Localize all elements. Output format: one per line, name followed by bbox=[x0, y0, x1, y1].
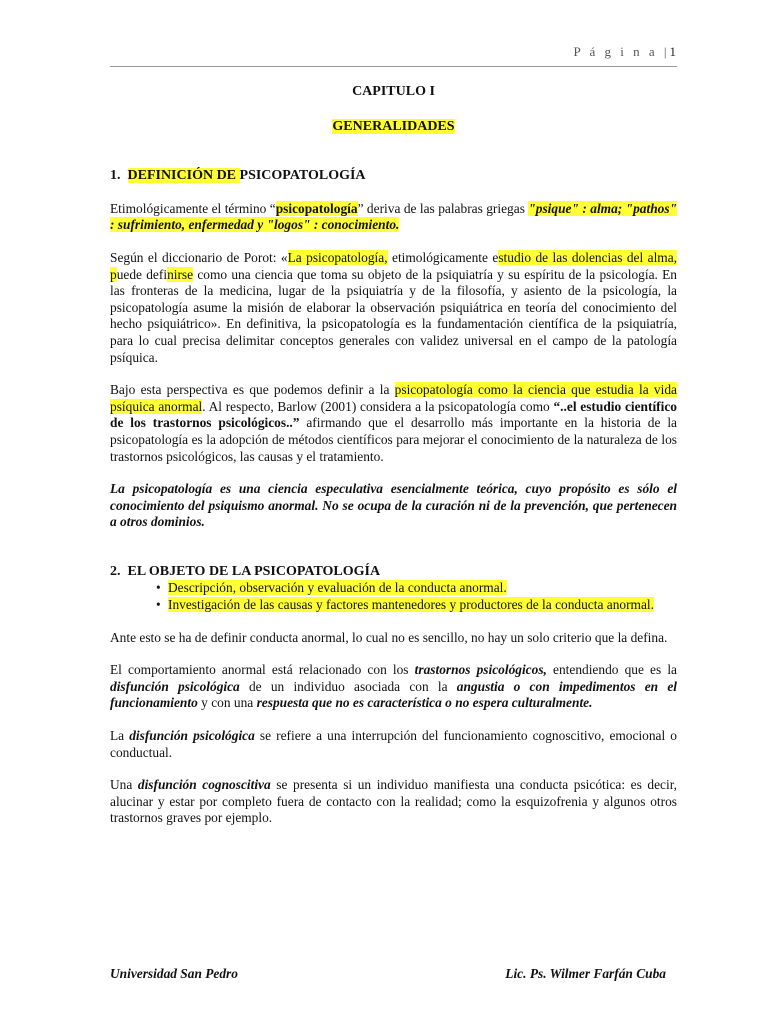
quote-barlow: “..el estudio científico de los trastornos psicológicos..” bbox=[110, 398, 677, 431]
text-run: se presenta si un individuo manifiesta una conducta psicótica: es decir, alucinar y estar por completo fuera de contacto con la realidad; como la esquizofrenia y algunos otros trastornos graves por ejemplo. bbox=[110, 777, 677, 826]
text-run: La bbox=[110, 728, 130, 744]
section-title-text: GENERALIDADES bbox=[332, 118, 455, 134]
text-run: Según el diccionario de Porot: « bbox=[110, 249, 288, 265]
document-body bbox=[110, 84, 677, 827]
objeto-list bbox=[110, 580, 677, 613]
heading-number: 1. bbox=[110, 168, 121, 184]
paragraph-etimologia bbox=[110, 201, 677, 234]
heading-objeto bbox=[110, 564, 677, 581]
paragraph-porot bbox=[110, 250, 677, 366]
emphasis-run: disfunción cognoscitiva bbox=[137, 777, 271, 793]
page-separator: | bbox=[663, 44, 670, 59]
emphasis-run: respuesta que no es característica o no espera culturalmente. bbox=[256, 695, 593, 711]
text-run: entendiendo que es la bbox=[546, 662, 677, 678]
paragraph-conclusion: La psicopatología es una ciencia especulativa esencialmente teórica, cuyo propósito es sólo el conocimiento del psiquismo anormal. No se ocupa de la curación ni de la prevención, que pertenecen a otros dominios. bbox=[110, 481, 677, 530]
text-run: y con una bbox=[197, 695, 257, 711]
list-item-text: Investigación de las causas y factores mantenedores y productores de la conducta anormal. bbox=[168, 597, 654, 613]
list-item bbox=[156, 580, 677, 597]
text-run: . Al respecto, Barlow (2001) considera a la psicopatología como bbox=[202, 398, 554, 414]
text-run: uede defi bbox=[116, 266, 168, 282]
term-psicopatologia: psicopatología bbox=[275, 200, 358, 216]
section-title bbox=[110, 119, 677, 136]
footer-university: Universidad San Pedro bbox=[110, 966, 238, 981]
page-header bbox=[573, 44, 676, 60]
text-run: se refiere a una interrupción del funcionamiento cognoscitivo, emocional o conductual. bbox=[110, 728, 677, 760]
text-run: Bajo esta perspectiva es que podemos definir a la bbox=[110, 382, 395, 398]
highlight-run: nirse bbox=[167, 266, 194, 282]
emphasis-run: trastornos psicológicos, bbox=[414, 662, 547, 678]
heading-number: 2. bbox=[110, 563, 121, 579]
highlight-run: studio de las dolencias del alma, p bbox=[110, 249, 677, 282]
header-rule bbox=[110, 66, 677, 67]
paragraph-comportamiento bbox=[110, 662, 677, 712]
paragraph-disfuncion-cognoscitiva bbox=[110, 777, 677, 827]
text-run: Etimológicamente el término “ bbox=[110, 200, 276, 216]
paragraph-disfuncion-psicologica bbox=[110, 728, 677, 761]
page-footer bbox=[110, 966, 666, 982]
emphasis-run: angustia o con impedimentos en el funcionamiento bbox=[110, 678, 677, 711]
emphasis-run: disfunción psicológica bbox=[129, 728, 255, 744]
heading-highlight: DEFINICIÓN DE bbox=[127, 168, 240, 184]
text-run: afirmando que el desarrollo más importante en la historia de la psicopatología es la adopción de métodos científicos para mejorar el conocimiento de la naturaleza de los trastornos psicológicos, las causas y el tratamiento. bbox=[110, 415, 677, 464]
text-run: como una ciencia que toma su objeto de la psiquiatría y su espíritu de la psicología. En las fronteras de la medicina, lugar de la psiquiatría y de la filosofía, y asiento de la psicología, la psicopatología asume la misión de elaborar la observación psiquiátrica en teoría del conocimiento del hecho psiquiátrico». En definitiva, la psicopatología es la fundamentación científica de la psiquiatría, para lo cual precisa delimitar conceptos generales con validez universal en el campo de la patología psíquica. bbox=[110, 266, 677, 365]
heading-definicion bbox=[110, 168, 677, 185]
term-psique: "psique" : bbox=[528, 200, 591, 216]
paragraph-perspectiva bbox=[110, 382, 677, 465]
highlight-run: psicopatología como la ciencia que estudia la vida psíquica anormal bbox=[110, 382, 677, 414]
emphasis-run: disfunción psicológica bbox=[110, 678, 240, 694]
text-run: de un individuo asociada con la bbox=[239, 678, 457, 694]
heading-text: EL OBJETO DE LA PSICOPATOLOGÍA bbox=[127, 563, 381, 579]
page-label: P á g i n a bbox=[573, 44, 658, 59]
paragraph-conducta-anormal: Ante esto se ha de definir conducta anormal, lo cual no es sencillo, no hay un solo criterio que la defina. bbox=[110, 629, 668, 645]
term-pathos-logos: alma; "pathos" : sufrimiento, enfermedad y "logos" : conocimiento. bbox=[110, 200, 677, 233]
text-run: etimológicamente e bbox=[387, 249, 499, 265]
footer-author: Lic. Ps. Wilmer Farfán Cuba bbox=[505, 966, 666, 981]
list-item bbox=[156, 597, 677, 614]
text-run: El comportamiento anormal está relacionado con los bbox=[110, 662, 415, 678]
highlight-run: La psicopatología, bbox=[287, 249, 388, 265]
page-number: 1 bbox=[669, 44, 676, 59]
text-run: Una bbox=[110, 777, 138, 793]
list-item-text: Descripción, observación y evaluación de la conducta anormal. bbox=[168, 580, 507, 596]
heading-rest: PSICOPATOLOGÍA bbox=[239, 168, 366, 184]
chapter-title: CAPITULO I bbox=[352, 84, 435, 99]
text-run: ” deriva de las palabras griegas bbox=[357, 200, 529, 216]
